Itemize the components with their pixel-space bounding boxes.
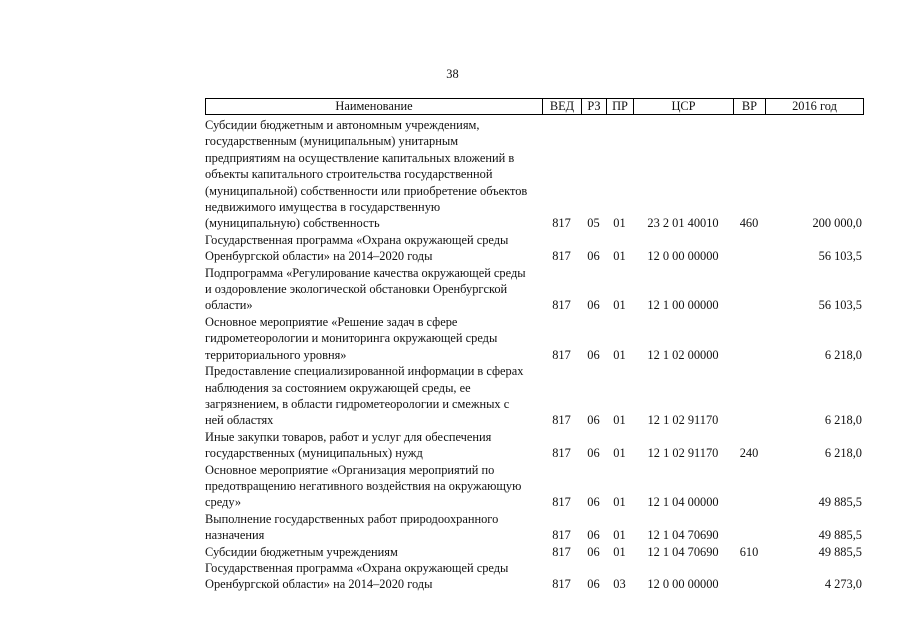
rz-cell: 06 <box>587 347 600 362</box>
header-pr: ПР <box>607 99 634 114</box>
row-name-line: недвижимого имущества в государственную <box>205 200 441 215</box>
vr-cell: 610 <box>739 544 759 559</box>
table-row <box>205 429 862 462</box>
table-row <box>205 117 862 232</box>
ved-cell: 817 <box>552 577 571 592</box>
header-ved: ВЕД <box>543 99 582 114</box>
rz-cell: 06 <box>587 446 600 461</box>
csr-cell: 12 1 04 70690 <box>647 544 719 559</box>
ved-cell: 817 <box>552 528 571 543</box>
header-name: Наименование <box>206 99 543 114</box>
row-name-line: области» <box>205 298 253 313</box>
csr-cell: 12 0 00 00000 <box>647 577 719 592</box>
rz-cell: 06 <box>587 249 600 264</box>
vr-cell <box>733 265 765 314</box>
table-header <box>205 98 864 115</box>
row-name-line: государственным (муниципальным) унитарным <box>205 134 459 149</box>
amount-cell: 49 885,5 <box>818 544 862 559</box>
ved-cell: 817 <box>552 216 571 231</box>
vr-cell <box>733 363 765 429</box>
pr-cell: 01 <box>613 528 626 543</box>
row-name-line: (муниципальной) собственности или приобретение объектов <box>205 183 528 198</box>
rz-cell: 06 <box>587 528 600 543</box>
row-name-line: Субсидии бюджетным и автономным учреждениям, <box>205 118 480 132</box>
amount-cell: 200 000,0 <box>812 216 862 231</box>
row-name-line: Оренбургской области» на 2014–2020 годы <box>205 249 433 264</box>
row-name-cell <box>205 117 542 232</box>
rz-cell: 06 <box>587 413 600 428</box>
vr-cell <box>733 232 765 265</box>
rz-cell: 06 <box>587 577 600 592</box>
table-row <box>205 314 862 363</box>
ved-cell: 817 <box>552 495 571 510</box>
row-name-line: предприятиям на осуществление капитальных вложений в <box>205 150 515 165</box>
row-name-line: государственных (муниципальных) нужд <box>205 446 423 461</box>
csr-cell: 23 2 01 40010 <box>647 216 719 231</box>
vr-cell <box>733 314 765 363</box>
row-name-line: загрязнением, в области гидрометеорологии и смежных с <box>205 396 510 411</box>
amount-cell: 6 218,0 <box>824 446 862 461</box>
amount-cell: 49 885,5 <box>818 495 862 510</box>
vr-cell <box>733 511 765 544</box>
table-row <box>205 511 862 544</box>
row-name-cell <box>205 265 542 314</box>
amount-cell: 56 103,5 <box>818 249 862 264</box>
csr-cell: 12 1 02 91170 <box>647 413 719 428</box>
row-name-line: предотвращению негативного воздействия на окружающую <box>205 478 522 493</box>
row-name-line: Оренбургской области» на 2014–2020 годы <box>205 577 433 592</box>
vr-cell: 240 <box>739 446 759 461</box>
amount-cell: 49 885,5 <box>818 528 862 543</box>
table-row <box>205 232 862 265</box>
vr-cell <box>733 560 765 593</box>
row-name-line: Иные закупки товаров, работ и услуг для обеспечения <box>205 429 492 444</box>
pr-cell: 01 <box>613 216 626 231</box>
vr-cell: 460 <box>739 216 759 231</box>
row-name-line: Государственная программа «Охрана окружающей среды <box>205 232 509 247</box>
row-name-line: территориального уровня» <box>205 347 347 362</box>
table-row <box>205 560 862 593</box>
row-name-line: объекты капитального строительства государственной <box>205 167 493 182</box>
ved-cell: 817 <box>552 347 571 362</box>
header-csr: ЦСР <box>634 99 734 114</box>
row-name-line: и оздоровление экологической обстановки Оренбургской <box>205 282 508 297</box>
amount-cell: 4 273,0 <box>824 577 862 592</box>
budget-table <box>205 117 862 593</box>
ved-cell: 817 <box>552 249 571 264</box>
csr-cell: 12 1 04 00000 <box>647 495 719 510</box>
table-row <box>205 363 862 429</box>
amount-cell: 6 218,0 <box>824 347 862 362</box>
row-name-cell <box>205 544 542 560</box>
rz-cell: 06 <box>587 544 600 559</box>
pr-cell: 01 <box>613 249 626 264</box>
row-name-cell <box>205 462 542 511</box>
pr-cell: 01 <box>613 298 626 313</box>
row-name-cell <box>205 314 542 363</box>
pr-cell: 01 <box>613 544 626 559</box>
header-rz: РЗ <box>582 99 607 114</box>
pr-cell: 01 <box>613 347 626 362</box>
csr-cell: 12 1 04 70690 <box>647 528 719 543</box>
ved-cell: 817 <box>552 298 571 313</box>
row-name-line: среду» <box>205 495 242 510</box>
row-name-cell <box>205 363 542 429</box>
pr-cell: 01 <box>613 446 626 461</box>
page-number: 38 <box>446 67 459 81</box>
ved-cell: 817 <box>552 413 571 428</box>
csr-cell: 12 0 00 00000 <box>647 249 719 264</box>
rz-cell: 06 <box>587 495 600 510</box>
row-name-line: (муниципальную) собственность <box>205 216 380 231</box>
rz-cell: 06 <box>587 298 600 313</box>
rz-cell: 05 <box>587 216 600 231</box>
table-row <box>205 265 862 314</box>
amount-cell: 6 218,0 <box>824 413 862 428</box>
row-name-line: гидрометеорологии и мониторинга окружающей среды <box>205 331 498 346</box>
row-name-cell <box>205 232 542 265</box>
pr-cell: 03 <box>613 577 626 592</box>
amount-cell: 56 103,5 <box>818 298 862 313</box>
row-name-line: Субсидии бюджетным учреждениям <box>205 544 398 559</box>
row-name-line: Предоставление специализированной информации в сферах <box>205 364 524 379</box>
table-row <box>205 462 862 511</box>
row-name-line: Основное мероприятие «Решение задач в сфере <box>205 314 458 329</box>
row-name-cell <box>205 511 542 544</box>
ved-cell: 817 <box>552 446 571 461</box>
row-name-line: наблюдения за состоянием окружающей среды, ее <box>205 380 471 395</box>
row-name-line: Подпрограмма «Регулирование качества окружающей среды <box>205 265 526 280</box>
row-name-cell <box>205 429 542 462</box>
pr-cell: 01 <box>613 413 626 428</box>
row-name-line: ней областях <box>205 413 274 428</box>
header-vr: ВР <box>734 99 766 114</box>
row-name-line: Выполнение государственных работ природоохранного <box>205 511 499 526</box>
pr-cell: 01 <box>613 495 626 510</box>
row-name-line: Государственная программа «Охрана окружающей среды <box>205 560 509 575</box>
row-name-cell <box>205 560 542 593</box>
row-name-line: назначения <box>205 528 265 543</box>
csr-cell: 12 1 02 00000 <box>647 347 719 362</box>
csr-cell: 12 1 02 91170 <box>647 446 719 461</box>
header-year: 2016 год <box>792 99 837 113</box>
ved-cell: 817 <box>552 544 571 559</box>
row-name-line: Основное мероприятие «Организация мероприятий по <box>205 462 495 477</box>
vr-cell <box>733 462 765 511</box>
csr-cell: 12 1 00 00000 <box>647 298 719 313</box>
table-row <box>205 544 862 560</box>
